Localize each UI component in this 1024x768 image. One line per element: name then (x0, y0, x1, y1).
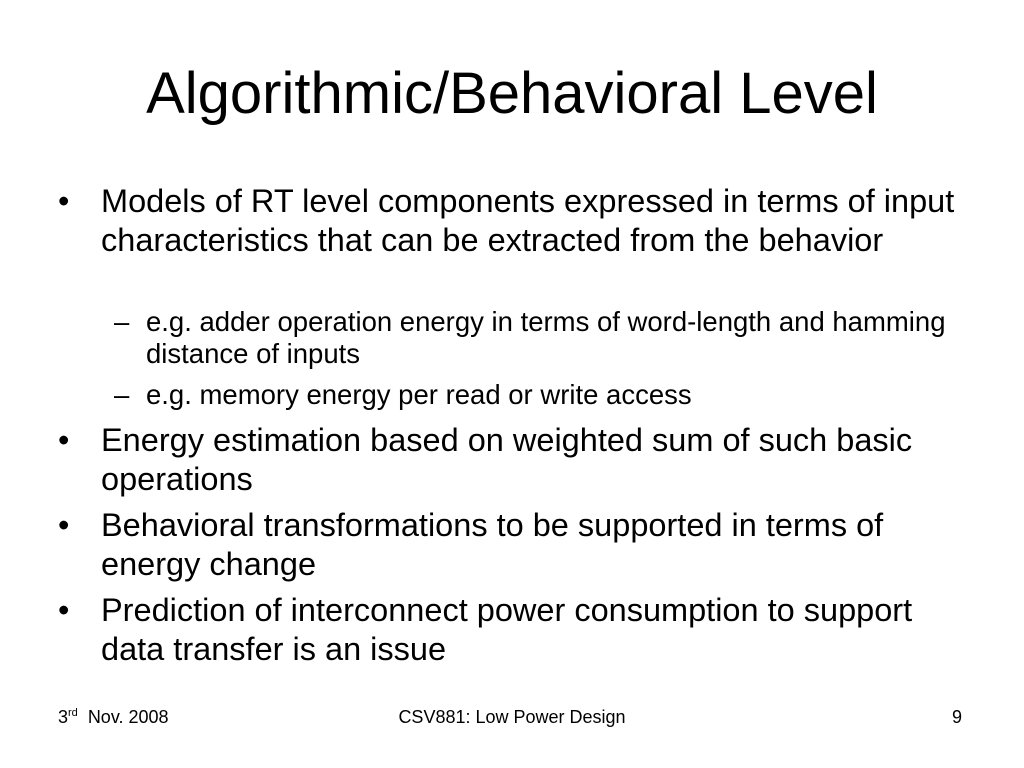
bullet-item (58, 182, 981, 259)
bullet-marker: • (58, 183, 70, 219)
footer-course: CSV881: Low Power Design (398, 707, 626, 727)
bullet-text: Energy estimation based on weighted sum of such basic operations (101, 422, 913, 497)
sub-bullet-text: e.g. adder operation energy in terms of word-length and hamming distance of inputs (146, 306, 946, 369)
bullet-text: Prediction of interconnect power consumption to support data transfer is an issue (101, 592, 913, 667)
bullet-item (58, 591, 981, 668)
footer-date-suffix: rd (68, 707, 78, 719)
bullet-item (58, 421, 981, 498)
page-number: 9 (952, 707, 963, 727)
sub-bullet-text: e.g. memory energy per read or write access (146, 379, 692, 410)
sub-bullet-marker: – (114, 379, 130, 410)
footer-date-rest: Nov. 2008 (87, 707, 169, 727)
slide-title: Algorithmic/Behavioral Level (146, 61, 878, 126)
bullet-text: Models of RT level components expressed in terms of input characteristics that can be extracted from the behavior (101, 183, 955, 258)
sub-bullet-item (114, 379, 976, 411)
bullet-marker: • (58, 422, 70, 458)
footer-date-day: 3 (58, 707, 69, 727)
bullet-marker: • (58, 592, 70, 628)
bullet-marker: • (58, 507, 70, 543)
bullet-item (58, 506, 981, 583)
bullet-text: Behavioral transformations to be supported in terms of energy change (101, 507, 884, 582)
sub-bullet-marker: – (114, 306, 130, 337)
sub-bullet-item (114, 306, 976, 370)
